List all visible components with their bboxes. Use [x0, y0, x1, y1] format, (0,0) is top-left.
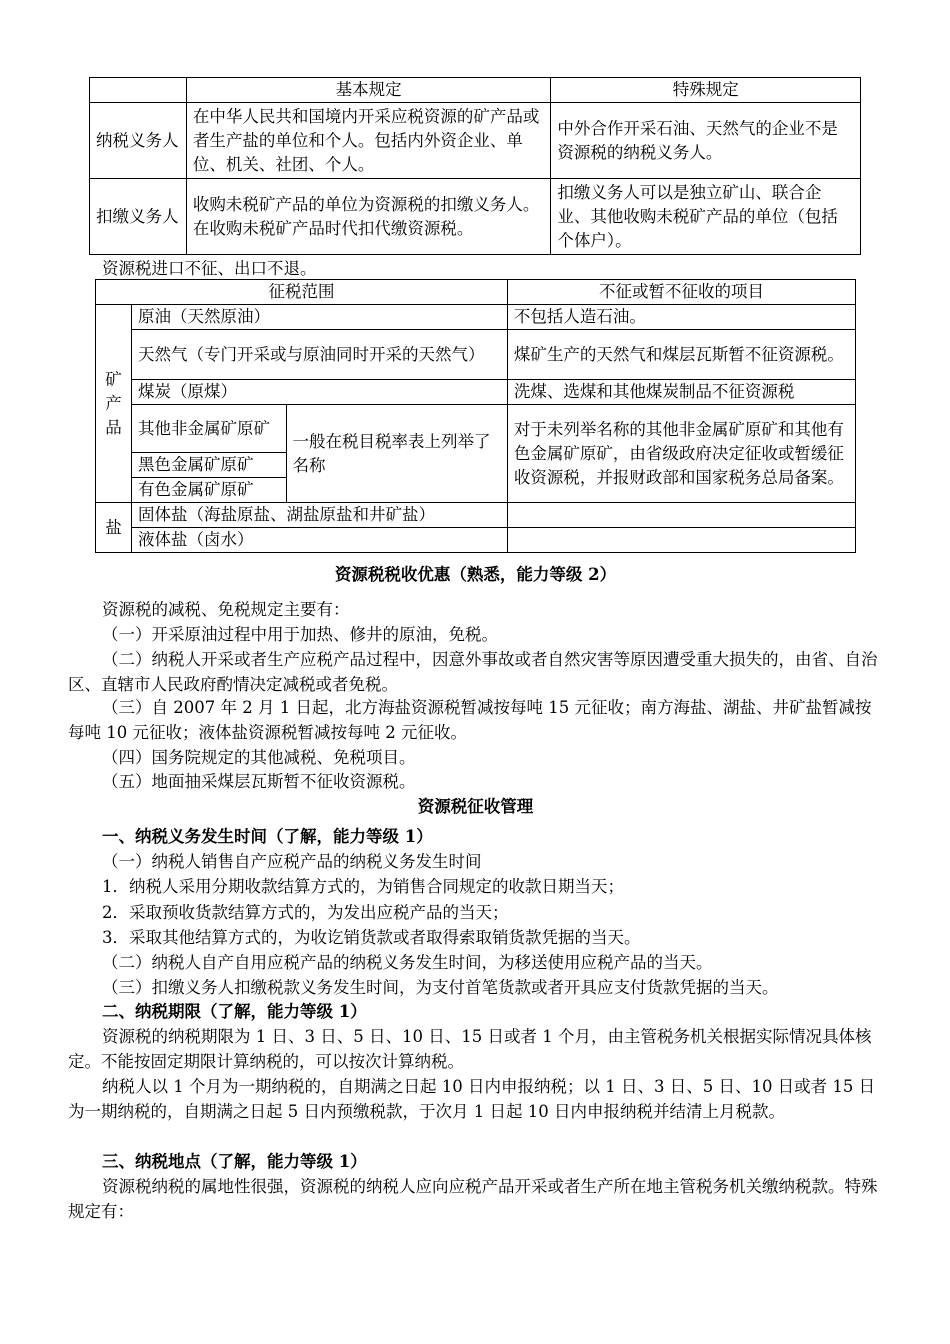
table-header-basic: 基本规定: [186, 78, 551, 103]
pref-item-4: （四）国务院规定的其他减税、免税项目。: [102, 748, 416, 767]
table-header-blank: [90, 78, 187, 103]
s1-line-3: 2．采取预收货款结算方式的，为发出应税产品的当天；: [102, 903, 509, 922]
header-exempt: 不征或暂不征收的项目: [507, 280, 855, 305]
cell-basic-withholder: 收购未税矿产品的单位为资源税的扣缴义务人。在收购未税矿产品时代扣代缴资源税。: [186, 179, 551, 255]
scope-crude-oil: 原油（天然原油）: [131, 305, 507, 330]
table-header-special: 特殊规定: [551, 78, 861, 103]
s2-title: 二、纳税期限（了解，能力等级 1）: [102, 1002, 367, 1021]
import-export-note: 资源税进口不征、出口不退。: [102, 259, 317, 278]
taxpayer-table: [89, 77, 861, 255]
s2-para-1: 资源税的纳税期限为 1 日、3 日、5 日、10 日、15 日或者 1 个月，由主管税务机关根据实际情况具体核定。不能按固定期限计算纳税的，可以按次计算纳税。: [68, 1027, 872, 1071]
header-scope: 征税范围: [96, 280, 508, 305]
s1-line-5: （二）纳税人自产自用应税产品的纳税义务发生时间，为移送使用应税产品的当天。: [102, 953, 713, 972]
pref-intro: 资源税的减税、免税规定主要有：: [102, 600, 350, 619]
s1-line-4: 3．采取其他结算方式的，为收讫销货款或者取得索取销货款凭据的当天。: [102, 928, 641, 947]
pref-item-1: （一）开采原油过程中用于加热、修井的原油，免税。: [102, 625, 498, 644]
s1-line-2: 1．纳税人采用分期收款结算方式的，为销售合同规定的收款日期当天；: [102, 877, 624, 896]
section-title-admin: 资源税征收管理: [417, 797, 534, 816]
row-label-taxpayer: 纳税义务人: [90, 103, 187, 179]
s2-para-2: 纳税人以 1 个月为一期纳税的，自期满之日起 10 日内申报纳税；以 1 日、3 日、5 日、10 日或者 15 日为一期纳税的，自期满之日起 5 日内预缴税款，于次月 1 日起 10 日内申报纳税并结清上月税款。: [68, 1077, 876, 1121]
scope-liquid-salt: 液体盐（卤水）: [131, 528, 507, 553]
scope-natural-gas: 天然气（专门开采或与原油同时开采的天然气）: [131, 330, 507, 380]
group-mineral: [96, 305, 132, 503]
s1-title: 一、纳税义务发生时间（了解，能力等级 1）: [102, 827, 433, 846]
scope-nonferrous: 有色金属矿原矿: [131, 478, 286, 503]
pref-item-3: （三）自 2007 年 2 月 1 日起，北方海盐资源税暂减按每吨 15 元征收；南方海盐、湖盐、井矿盐暂减按每吨 10 元征收；液体盐资源税暂减按每吨 2 元征收。: [68, 698, 872, 742]
exempt-liquid-salt: [507, 528, 855, 553]
exempt-solid-salt: [507, 503, 855, 528]
row-label-withholder: 扣缴义务人: [90, 179, 187, 255]
exempt-unlisted-minerals: 对于未列举名称的其他非金属矿原矿和其他有色金属矿原矿，由省级政府决定征收或暂缓征收资源税，并报财政部和国家税务总局备案。: [507, 405, 855, 503]
scope-solid-salt: 固体盐（海盐原盐、湖盐原盐和井矿盐）: [131, 503, 507, 528]
scope-ferrous: 黑色金属矿原矿: [131, 453, 286, 478]
exempt-coal: 洗煤、选煤和其他煤炭制品不征资源税: [507, 380, 855, 405]
pref-item-5: （五）地面抽采煤层瓦斯暂不征收资源税。: [102, 772, 416, 791]
cell-basic-taxpayer: 在中华人民共和国境内开采应税资源的矿产品或者生产盐的单位和个人。包括内外资企业、单位、机关、社团、个人。: [186, 103, 551, 179]
scope-coal: 煤炭（原煤）: [131, 380, 507, 405]
scope-listed-note: 一般在税目税率表上列举了名称: [286, 405, 507, 503]
group-salt: 盐: [96, 503, 132, 553]
s1-line-6: （三）扣缴义务人扣缴税款义务发生时间，为支付首笔货款或者开具应支付货款凭据的当天。: [102, 978, 779, 997]
section-title-preferences: 资源税税收优惠（熟悉，能力等级 2）: [334, 565, 617, 584]
group-mineral-label: 矿产品: [105, 369, 122, 437]
pref-item-2: （二）纳税人开采或者生产应税产品过程中，因意外事故或者自然灾害等原因遭受重大损失的，由省、自治区、直辖市人民政府酌情决定减税或者免税。: [68, 650, 878, 694]
s3-para-1: 资源税纳税的属地性很强，资源税的纳税人应向应税产品开采或者生产所在地主管税务机关缴纳税款。特殊规定有：: [68, 1177, 878, 1221]
s3-title: 三、纳税地点（了解，能力等级 1）: [102, 1152, 367, 1171]
exempt-natural-gas: 煤矿生产的天然气和煤层瓦斯暂不征资源税。: [507, 330, 855, 380]
scope-nonmetal: 其他非金属矿原矿: [131, 405, 286, 453]
s1-line-1: （一）纳税人销售自产应税产品的纳税义务发生时间: [102, 852, 482, 871]
tax-scope-table: [95, 279, 856, 553]
cell-special-withholder: 扣缴义务人可以是独立矿山、联合企业、其他收购未税矿产品的单位（包括个体户）。: [551, 179, 861, 255]
cell-special-taxpayer: 中外合作开采石油、天然气的企业不是资源税的纳税义务人。: [551, 103, 861, 179]
exempt-crude-oil: 不包括人造石油。: [507, 305, 855, 330]
